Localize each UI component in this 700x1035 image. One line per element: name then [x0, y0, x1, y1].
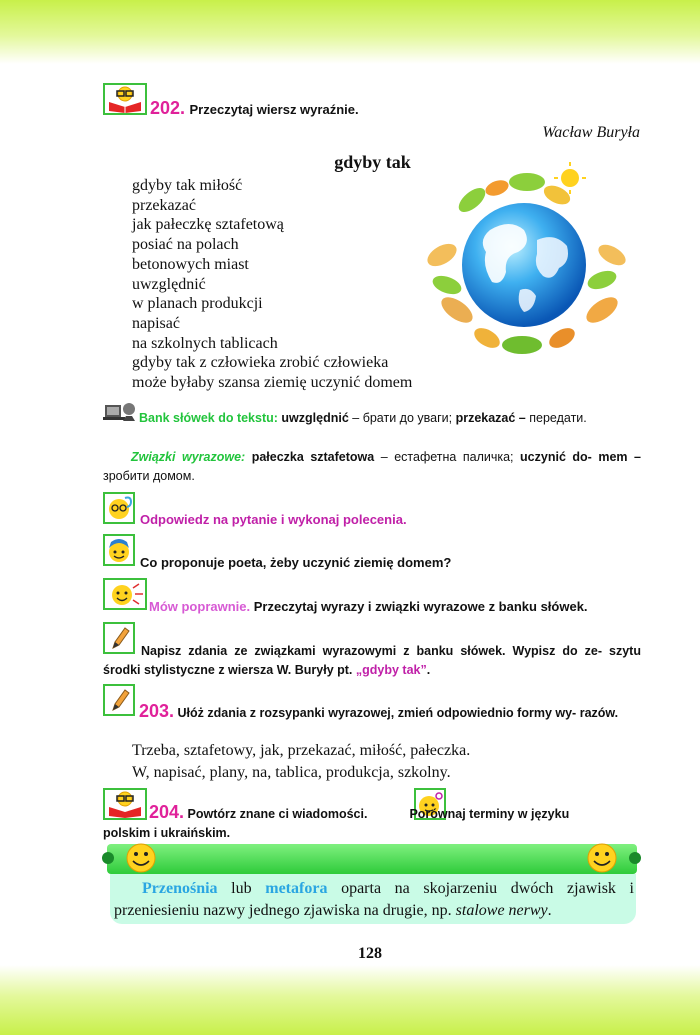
exercise-204-text-1: Powtórz znane ci wiadomości. [187, 807, 368, 821]
rule-text-1: oparta na skojarzeniu dwóch zjawisk [327, 880, 616, 897]
vocab-heading: Bank słówek do tekstu: [139, 411, 278, 425]
word-phrases [103, 448, 641, 486]
vocab-word-1: uwzględnić [281, 411, 349, 425]
exercise-204-line-1 [103, 803, 641, 824]
vocab-bank [103, 409, 641, 428]
poem-author: Wacław Buryła [542, 124, 640, 141]
rule-example: stalowe nerwy [455, 902, 548, 919]
poem-line: uwzględnić [132, 275, 206, 293]
globe-illustration [412, 160, 634, 365]
phrase-1: pałeczka sztafetowa [245, 450, 375, 464]
rule-end: . [547, 902, 552, 919]
page-number: 128 [358, 945, 382, 962]
scrambled-sentence-1: Trzeba, sztafetowy, jak, przekazać, miłość, pałeczka. [132, 742, 471, 759]
poem-line: betonowych miast [132, 255, 249, 273]
scrambled-sentence-2: W, napisać, plany, na, tablica, produkcja, szkolny. [132, 764, 451, 781]
write-task-line-2: szytu środki stylistyczne z wiersza W. Buryły pt. [103, 644, 641, 677]
rule-term-1: Przenośnia [142, 880, 218, 897]
poem-title-reference: „gdyby tak” [355, 663, 427, 677]
top-decor-band [0, 0, 700, 64]
poem-line: posiać na polach [132, 236, 239, 254]
poem-line: gdyby tak miłość [132, 177, 243, 194]
poem-title: gdyby tak [334, 152, 411, 172]
write-task [103, 642, 641, 680]
exercise-203-number: 203. [139, 701, 175, 721]
phrase-2: uczynić do- [520, 450, 592, 464]
rule-text [114, 878, 634, 922]
speaking-smiley-icon [103, 578, 147, 610]
poem-line: przekazać [132, 196, 196, 214]
bottom-decor-band [0, 965, 700, 1035]
poem-line: napisać [132, 314, 180, 332]
poem-line: w planach produkcji [132, 295, 263, 313]
phrase-translation-1: – естафетна паличка; [374, 450, 521, 464]
answer-task: Odpowiedz na pytanie i wykonaj polecenia. [140, 512, 407, 527]
exercise-202-instruction: Przeczytaj wiersz wyraźnie. [189, 102, 359, 117]
exercise-202-heading [150, 98, 359, 119]
exercise-204-text-2: Porównaj terminy w języku [409, 807, 570, 821]
reading-book-icon [103, 83, 147, 115]
exercise-204-instruction [103, 803, 641, 843]
thinking-face-icon [103, 492, 135, 524]
phrase-2-continued: mem – [598, 450, 641, 464]
poem-line: może byłaby szansa ziemię uczynić domem [132, 374, 413, 392]
exercise-203-line-1: Ułóż zdania z rozsypanki wyrazowej, zmień odpowiednio formy wy- [177, 706, 577, 720]
poem-line: na szkolnych tablicach [132, 334, 278, 352]
rule-text-2: i przeniesieniu nazwy jednego zjawiska na drugie, np. [114, 880, 634, 919]
exercise-202-number: 202. [150, 98, 186, 118]
write-task-line-1: Napisz zdania ze związkami wyrazowymi z banku słówek. Wypisz do ze- [141, 644, 603, 658]
smiley-icon [100, 842, 160, 878]
student-face-icon [103, 534, 135, 566]
vocab-translation-2: передати. [529, 411, 587, 425]
rule-term-2: metafora [265, 880, 328, 897]
exercise-204-text-3: polskim i ukraińskim. [103, 826, 231, 840]
phrases-heading: Związki wyrazowe: [131, 450, 246, 464]
rule-or: lub [217, 880, 266, 897]
write-task-end: . [426, 663, 431, 677]
phrase-translation-2: зробити домом. [103, 469, 195, 483]
speak-text: Przeczytaj wyrazy i związki wyrazowe z banku słówek. [250, 599, 588, 614]
smiley-icon [583, 842, 643, 878]
exercise-203-line-2: razów. [579, 706, 619, 720]
vocab-translation-1: – брати до уваги; [348, 411, 456, 425]
poem-line: jak pałeczkę sztafetową [132, 216, 284, 234]
speak-task [149, 599, 588, 614]
vocab-word-2: przekazać – [455, 411, 526, 425]
exercise-204-number: 204. [149, 802, 185, 822]
poem-line: gdyby tak z człowieka zrobić człowieka [132, 354, 389, 372]
exercise-203-instruction [103, 702, 641, 723]
question-text: Co proponuje poeta, żeby uczynić ziemię domem? [140, 555, 452, 570]
speak-label: Mów poprawnie. [149, 599, 251, 614]
rule-scroll-banner [107, 844, 637, 874]
scrambled-sentences [132, 740, 470, 784]
